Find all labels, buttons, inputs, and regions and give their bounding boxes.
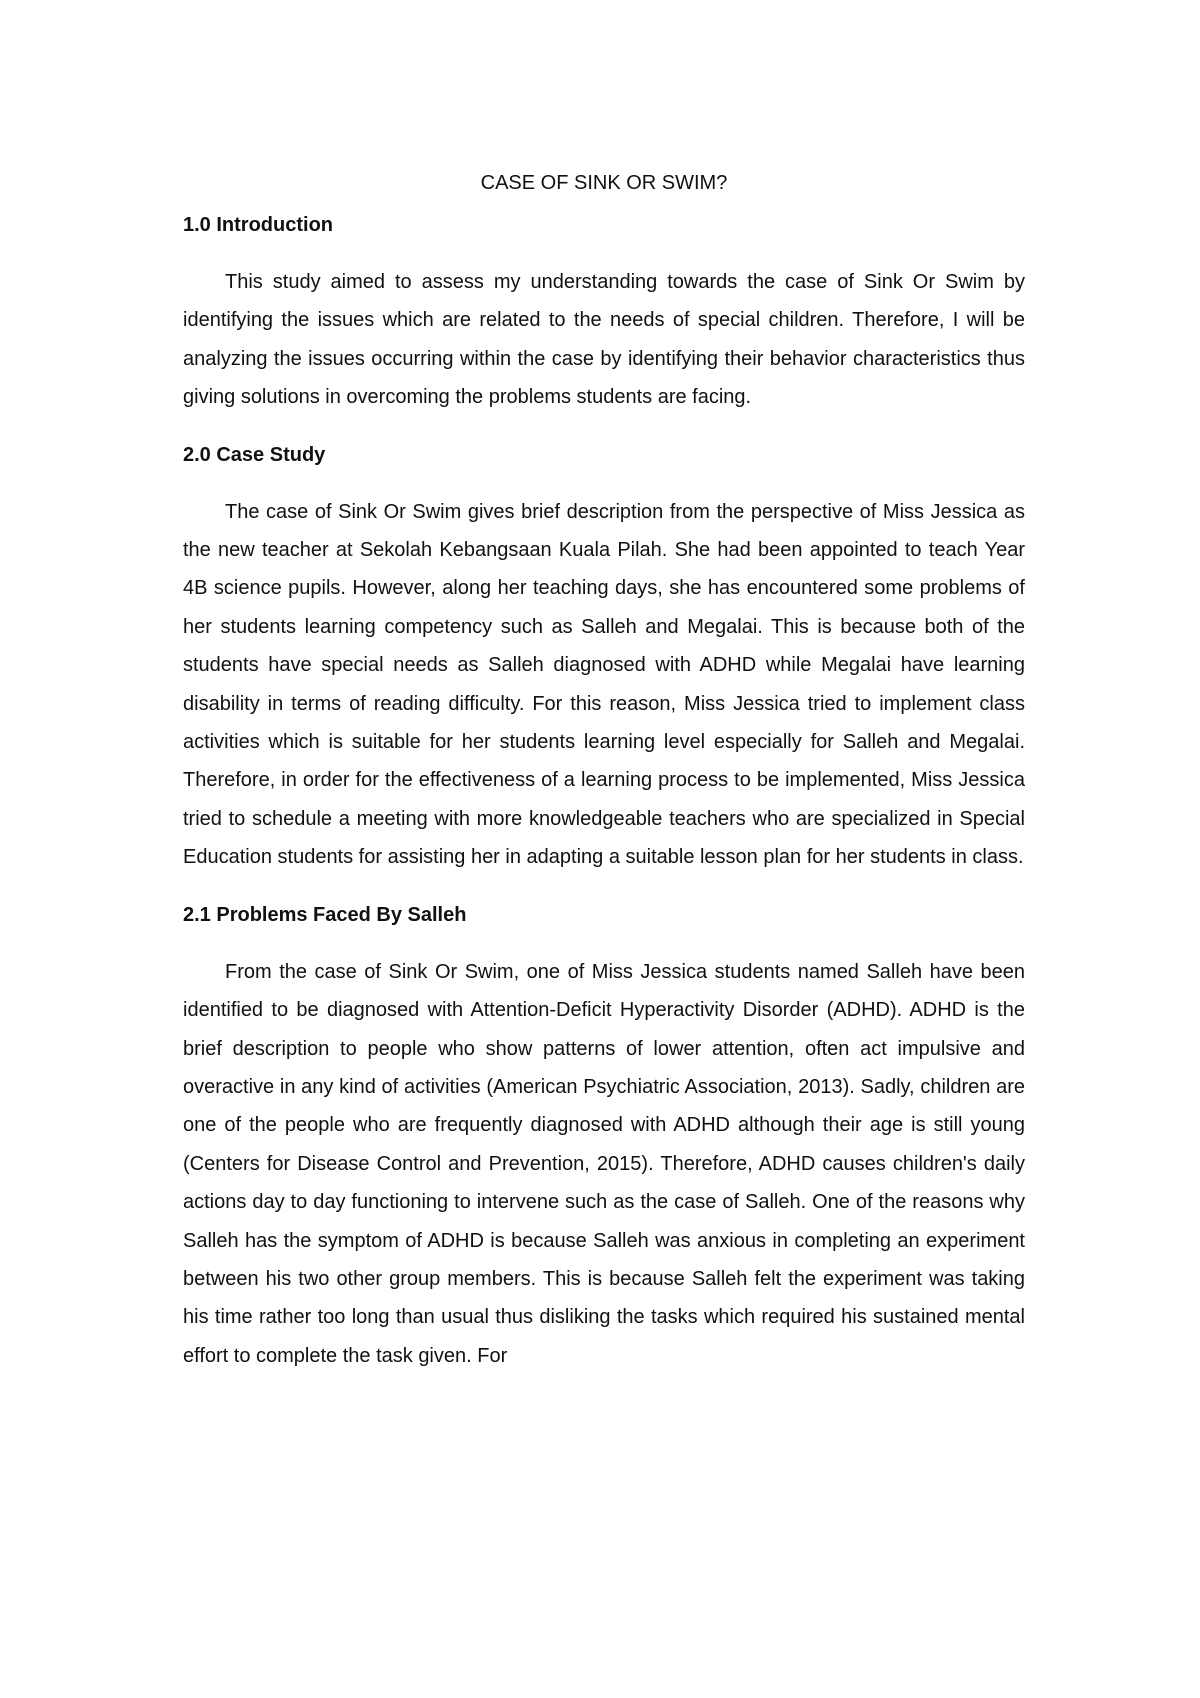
section-heading-problems-salleh: 2.1 Problems Faced By Salleh	[183, 903, 467, 926]
section-heading-case-study: 2.0 Case Study	[183, 443, 326, 466]
document-title: CASE OF SINK OR SWIM?	[480, 172, 728, 194]
paragraph-case-study: The case of Sink Or Swim gives brief description from the perspective of Miss Jessica as the new teacher at Sekolah Kebangsaan Kuala Pilah. She had been appointed to teach Year 4B science pupils. However, along her teaching days, she has encountered some problems of her students learning competency such as Salleh and Megalai. This is because both of the students have special needs as Salleh diagnosed with ADHD while Megalai have learning disability in terms of reading difficulty. For this reason, Miss Jessica tried to implement class activities which is suitable for her students learning level especially for Salleh and Megalai. Therefore, in order for the effectiveness of a learning process to be implemented, Miss Jessica tried to schedule a meeting with more knowledgeable teachers who are specialized in Special Education students for assisting her in adapting a suitable lesson plan for her students in class.	[183, 500, 1025, 869]
paragraph-introduction: This study aimed to assess my understanding towards the case of Sink Or Swim by identifying the issues which are related to the needs of special children. Therefore, I will be analyzing the issues occurring within the case by identifying their behavior characteristics thus giving solutions in overcoming the problems students are facing.	[183, 271, 1025, 409]
section-heading-introduction: 1.0 Introduction	[183, 214, 333, 236]
paragraph-problems-salleh: From the case of Sink Or Swim, one of Miss Jessica students named Salleh have been identified to be diagnosed with Attention-Deficit Hyperactivity Disorder (ADHD). ADHD is the brief description to people who show patterns of lower attention, often act impulsive and overactive in any kind of activities (American Psychiatric Association, 2013). Sadly, children are one of the people who are frequently diagnosed with ADHD although their age is still young (Centers for Disease Control and Prevention, 2015). Therefore, ADHD causes children's daily actions day to day functioning to intervene such as the case of Salleh. One of the reasons why Salleh has the symptom of ADHD is because Salleh was anxious in completing an experiment between his two other group members. This is because Salleh felt the experiment was taking his time rather too long than usual thus disliking the tasks which required his sustained mental effort to complete the task given. For	[183, 960, 1025, 1367]
document-page	[183, 172, 1025, 1375]
